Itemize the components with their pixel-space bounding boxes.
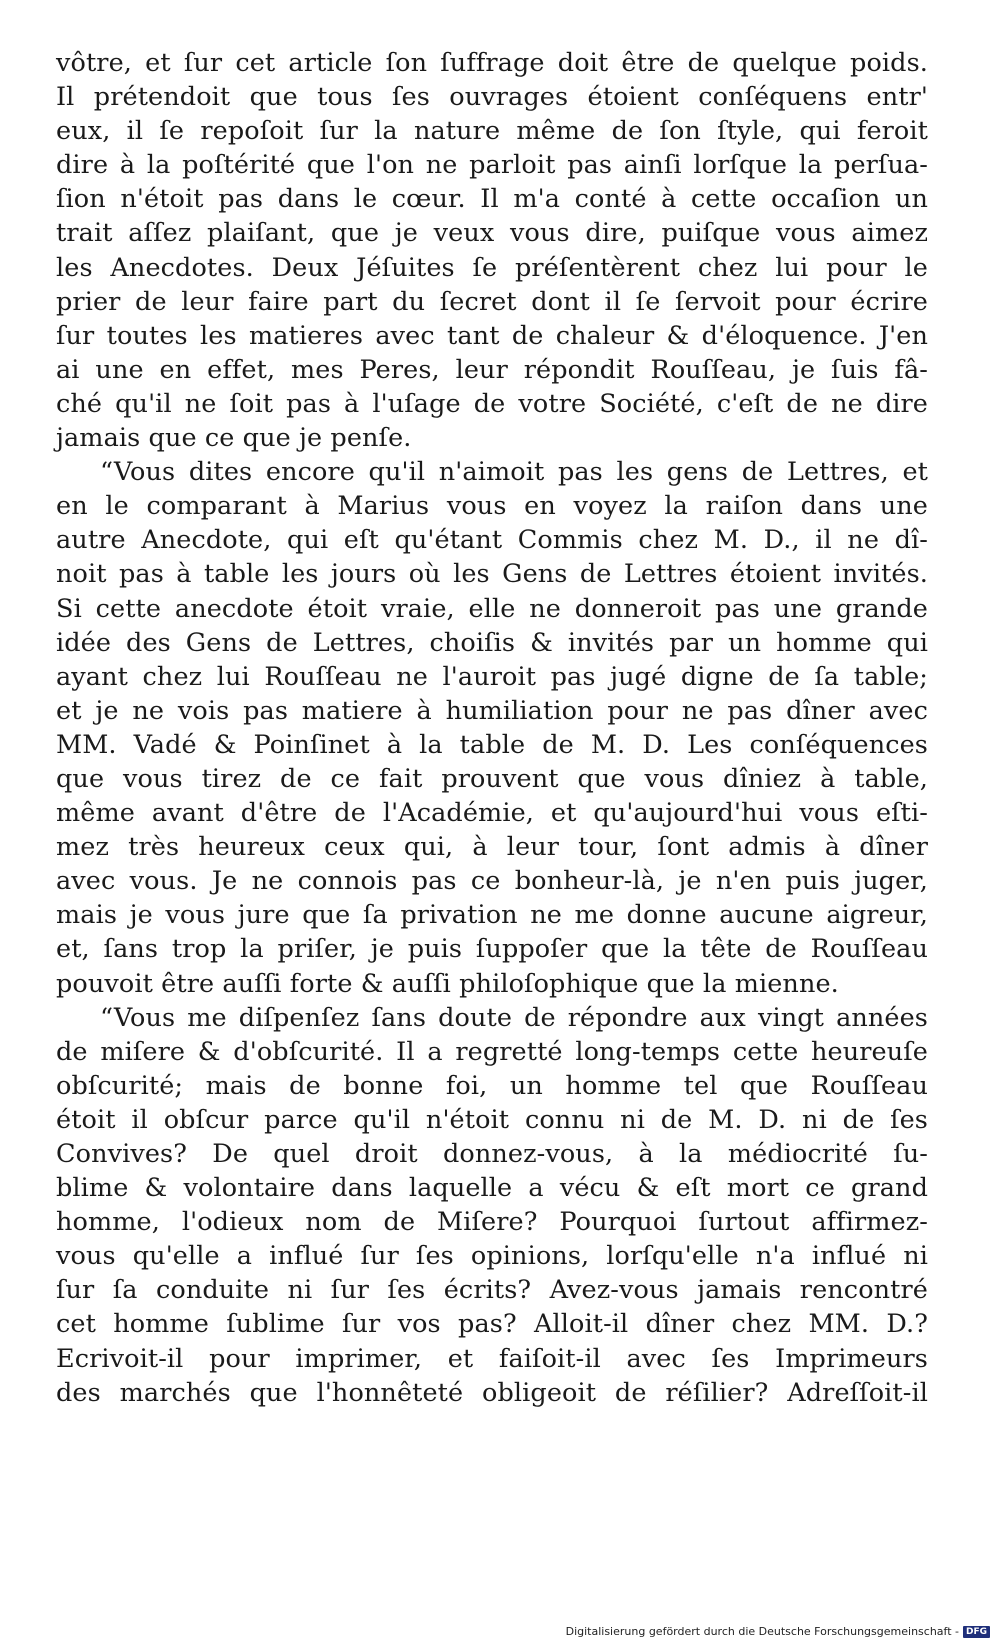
text-line: pouvoit être auſſi forte & auſſi philoſophique que la mienne. xyxy=(56,968,839,999)
text-line: ai une en effet, mes Peres, leur répondit Rouſſeau, je ſuis fâ- xyxy=(56,354,928,385)
digitization-credit xyxy=(566,1625,990,1638)
text-line: Il prétendoit que tous ſes ouvrages étoient conſéquens entr' xyxy=(56,82,928,113)
text-line: ſur ſa conduite ni ſur ſes écrits? Avez-vous jamais rencontré xyxy=(56,1275,928,1306)
text-line: noit pas à table les jours où les Gens de Lettres étoient invités. xyxy=(56,559,928,590)
text-line: dire à la poſtérité que l'on ne parloit pas ainſi lorſque la perſua- xyxy=(56,150,928,181)
text-line: mais je vous jure que ſa privation ne me donne aucune aigreur, xyxy=(56,900,928,931)
text-line: et je ne vois pas matiere à humiliation pour ne pas dîner avec xyxy=(56,695,928,726)
text-line: prier de leur faire part du ſecret dont il ſe ſervoit pour écrire xyxy=(56,286,928,317)
text-line: autre Anecdote, qui eſt qu'étant Commis chez M. D., il ne dî- xyxy=(56,525,928,556)
text-line: de miſere & d'obſcurité. Il a regretté long-temps cette heureuſe xyxy=(56,1036,928,1067)
text-line: blime & volontaire dans laquelle a vécu & eſt mort ce grand xyxy=(56,1173,928,1204)
text-line: eux, il ſe repoſoit ſur la nature même de ſon ſtyle, qui feroit xyxy=(56,116,928,147)
text-line: idée des Gens de Lettres, choiſis & invités par un homme qui xyxy=(56,627,928,658)
text-line: vous qu'elle a influé ſur ſes opinions, lorſqu'elle n'a influé ni xyxy=(56,1241,928,1272)
text-line: les Anecdotes. Deux Jéſuites ſe préſentèrent chez lui pour le xyxy=(56,252,928,283)
text-line: avec vous. Je ne connois pas ce bonheur-là, je n'en puis juger, xyxy=(56,866,928,897)
text-line: vôtre, et ſur cet article ſon ſuffrage doit être de quelque poids. xyxy=(56,48,928,78)
text-line: étoit il obſcur parce qu'il n'étoit connu ni de M. D. ni de ſes xyxy=(56,1104,928,1135)
text-line: cet homme ſublime ſur vos pas? Alloit-il dîner chez MM. D.? xyxy=(56,1309,928,1340)
text-line: Ecrivoit-il pour imprimer, et faiſoit-il avec ſes Imprimeurs xyxy=(56,1343,928,1374)
text-line: “Vous me diſpenſez ſans doute de répondre aux vingt années xyxy=(100,1002,928,1033)
text-line: ſion n'étoit pas dans le cœur. Il m'a conté à cette occaſion un xyxy=(56,184,928,215)
text-line: Si cette anecdote étoit vraie, elle ne donneroit pas une grande xyxy=(56,593,928,624)
text-line: homme, l'odieux nom de Miſere? Pourquoi ſurtout affirmez- xyxy=(56,1207,928,1238)
text-line: même avant d'être de l'Académie, et qu'aujourd'hui vous eſti- xyxy=(56,798,928,829)
text-line: en le comparant à Marius vous en voyez la raiſon dans une xyxy=(56,491,928,522)
text-line: MM. Vadé & Poinſinet à la table de M. D. Les conſéquences xyxy=(56,729,928,760)
text-line: ayant chez lui Rouſſeau ne l'auroit pas jugé digne de ſa table; xyxy=(56,661,928,692)
page-text xyxy=(56,46,928,1410)
text-line: Convives? De quel droit donnez-vous, à la médiocrité ſu- xyxy=(56,1139,928,1169)
text-line: des marchés que l'honnêteté obligeoit de réſilier? Adreſſoit-il xyxy=(56,1377,928,1408)
text-line: mez très heureux ceux qui, à leur tour, ſont admis à dîner xyxy=(56,832,928,863)
credit-text: Digitalisierung gefördert durch die Deutsche Forschungsgemeinschaft - xyxy=(565,1625,959,1638)
text-line: “Vous dites encore qu'il n'aimoit pas les gens de Lettres, et xyxy=(100,457,928,488)
text-line: ſur toutes les matieres avec tant de chaleur & d'éloquence. J'en xyxy=(56,320,928,351)
text-line: trait aſſez plaiſant, que je veux vous dire, puiſque vous aimez xyxy=(56,218,928,249)
text-line: ché qu'il ne ſoit pas à l'uſage de votre Société, c'eſt de ne dire xyxy=(56,388,928,419)
text-line: et, ſans trop la priſer, je puis ſuppoſer que la tête de Rouſſeau xyxy=(56,934,928,965)
text-line: obſcurité; mais de bonne foi, un homme tel que Rouſſeau xyxy=(56,1070,928,1101)
text-line: jamais que ce que je penſe. xyxy=(56,423,412,454)
dfg-logo: DFG xyxy=(963,1626,990,1638)
text-line: que vous tirez de ce fait prouvent que vous dîniez à table, xyxy=(56,763,928,794)
